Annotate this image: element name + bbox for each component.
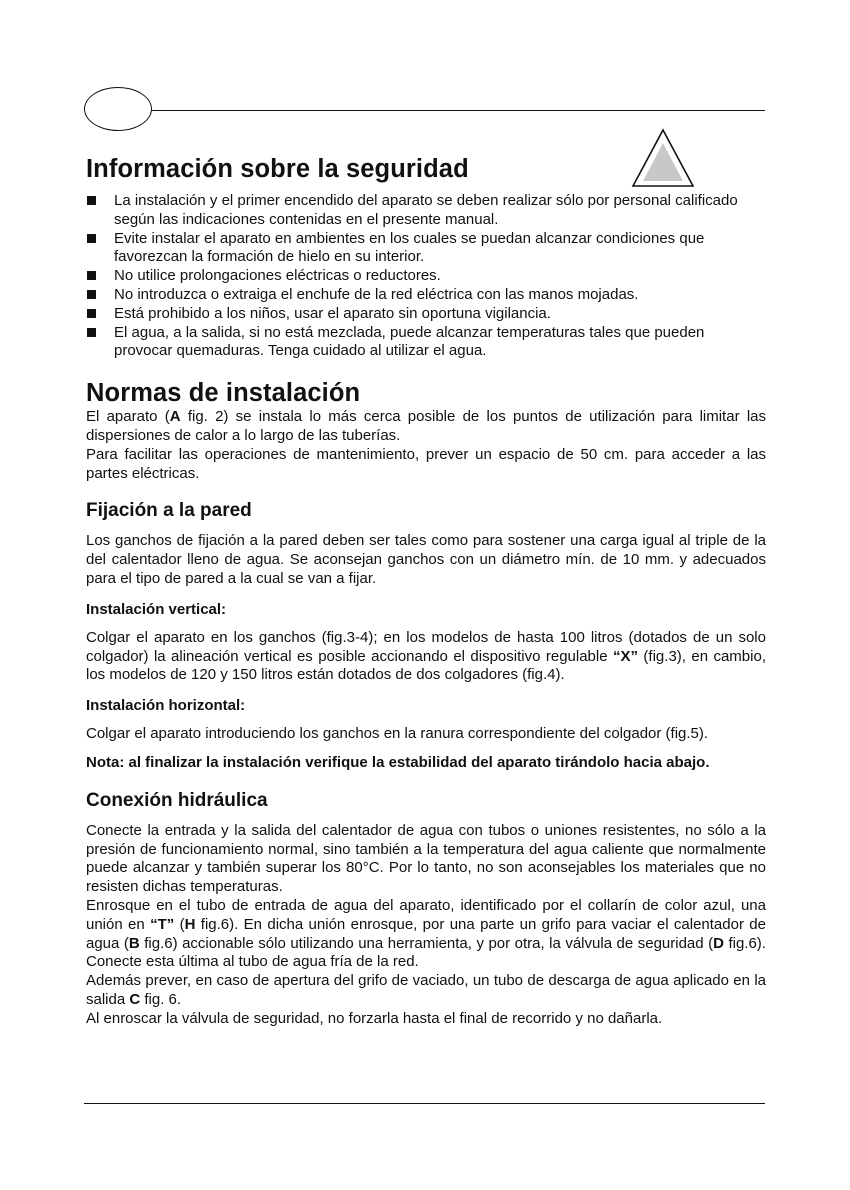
list-item: No introduzca o extraiga el enchufe de la red eléctrica con las manos mojadas. xyxy=(86,286,766,305)
bullet-square-icon xyxy=(87,271,96,280)
installation-note: Nota: al finalizar la instalación verifique la estabilidad del aparato tirándolo hacia abajo. xyxy=(86,753,710,771)
horizontal-install-heading: Instalación horizontal: xyxy=(86,697,246,715)
bullet-square-icon xyxy=(87,234,96,243)
installation-paragraph-2: Para facilitar las operaciones de mantenimiento, prever un espacio de 50 cm. para acceder a las partes eléctricas. xyxy=(86,445,766,482)
horizontal-install-paragraph: Colgar el aparato introduciendo los ganchos en la ranura correspondiente del colgador (fig.5). xyxy=(86,725,709,743)
bullet-square-icon xyxy=(87,328,96,337)
hydraulic-paragraph-4: Al enroscar la válvula de seguridad, no forzarla hasta el final de recorrido y no dañarla. xyxy=(86,1009,663,1027)
list-item: La instalación y el primer encendido del aparato se deben realizar sólo por personal calificado según las indicaciones contenidas en el presente manual. xyxy=(86,192,766,230)
hydraulic-heading: Conexión hidráulica xyxy=(86,789,268,811)
hydraulic-paragraph-2: Enrosque en el tubo de entrada de agua del aparato, identificado por el collarín de color azul, una unión en “T” (H fig.6). En dicha unión enrosque, por una parte un grifo para vaciar el calentador de agua (B fig.6) accionable sólo utilizando una herramienta, y por otra, la válvula de seguridad (D fig.6). Conecte esta última al tubo de agua fría de la red. xyxy=(86,896,766,971)
hydraulic-paragraph-3: Además prever, en caso de apertura del grifo de vaciado, un tubo de descarga de agua aplicado en la salida C fig. 6. xyxy=(86,972,766,1008)
vertical-install-heading: Instalación vertical: xyxy=(86,600,227,618)
bullet-square-icon xyxy=(87,309,96,318)
wall-fixing-paragraph: Los ganchos de fijación a la pared deben ser tales como para sostener una carga igual al triple de la del calentador lleno de agua. Se aconsejan ganchos con un diámetro mín. de 10 mm. y adecuados para el tipo de pared a la cual se van a fijar. xyxy=(86,532,766,587)
hydraulic-paragraph-1: Conecte la entrada y la salida del calentador de agua con tubos o uniones resistentes, no sólo a la presión de funcionamiento normal, sino también a la temperatura del agua caliente que normalmente puede alcanzar y también superar los 80°C. Por lo tanto, no son aconsejables los materiales que no resisten dichas temperaturas. xyxy=(86,821,766,896)
header-rule xyxy=(151,110,765,111)
page-number-oval xyxy=(84,87,152,131)
installation-heading: Normas de instalación xyxy=(86,379,361,408)
bullet-square-icon xyxy=(87,290,96,299)
wall-fixing-heading: Fijación a la pared xyxy=(86,500,252,522)
safety-list xyxy=(86,192,766,361)
safety-heading: Información sobre la seguridad xyxy=(86,155,469,183)
vertical-install-paragraph: Colgar el aparato en los ganchos (fig.3-4); en los modelos de hasta 100 litros (dotados de un solo colgador) la alineación vertical es posible accionando el dispositivo regulable “X” (fig.3), en cambio, los modelos de 120 y 150 litros están dotados de dos colgadores (fig.4). xyxy=(86,628,766,684)
bullet-square-icon xyxy=(87,196,96,205)
document-body xyxy=(86,154,766,1029)
installation-paragraph-1: El aparato (A fig. 2) se instala lo más cerca posible de los puntos de utilización para limitar las dispersiones de calor a lo largo de las tuberías. xyxy=(86,408,766,444)
footer-rule xyxy=(84,1103,765,1104)
list-item: El agua, a la salida, si no está mezclada, puede alcanzar temperaturas tales que pueden provocar quemaduras. Tenga cuidado al utilizar el agua. xyxy=(86,324,766,362)
list-item: Evite instalar el aparato en ambientes en los cuales se puedan alcanzar condiciones que favorezcan la formación de hielo en su interior. xyxy=(86,230,766,268)
list-item: Está prohibido a los niños, usar el aparato sin oportuna vigilancia. xyxy=(86,305,766,324)
list-item: No utilice prolongaciones eléctricas o reductores. xyxy=(86,267,766,286)
